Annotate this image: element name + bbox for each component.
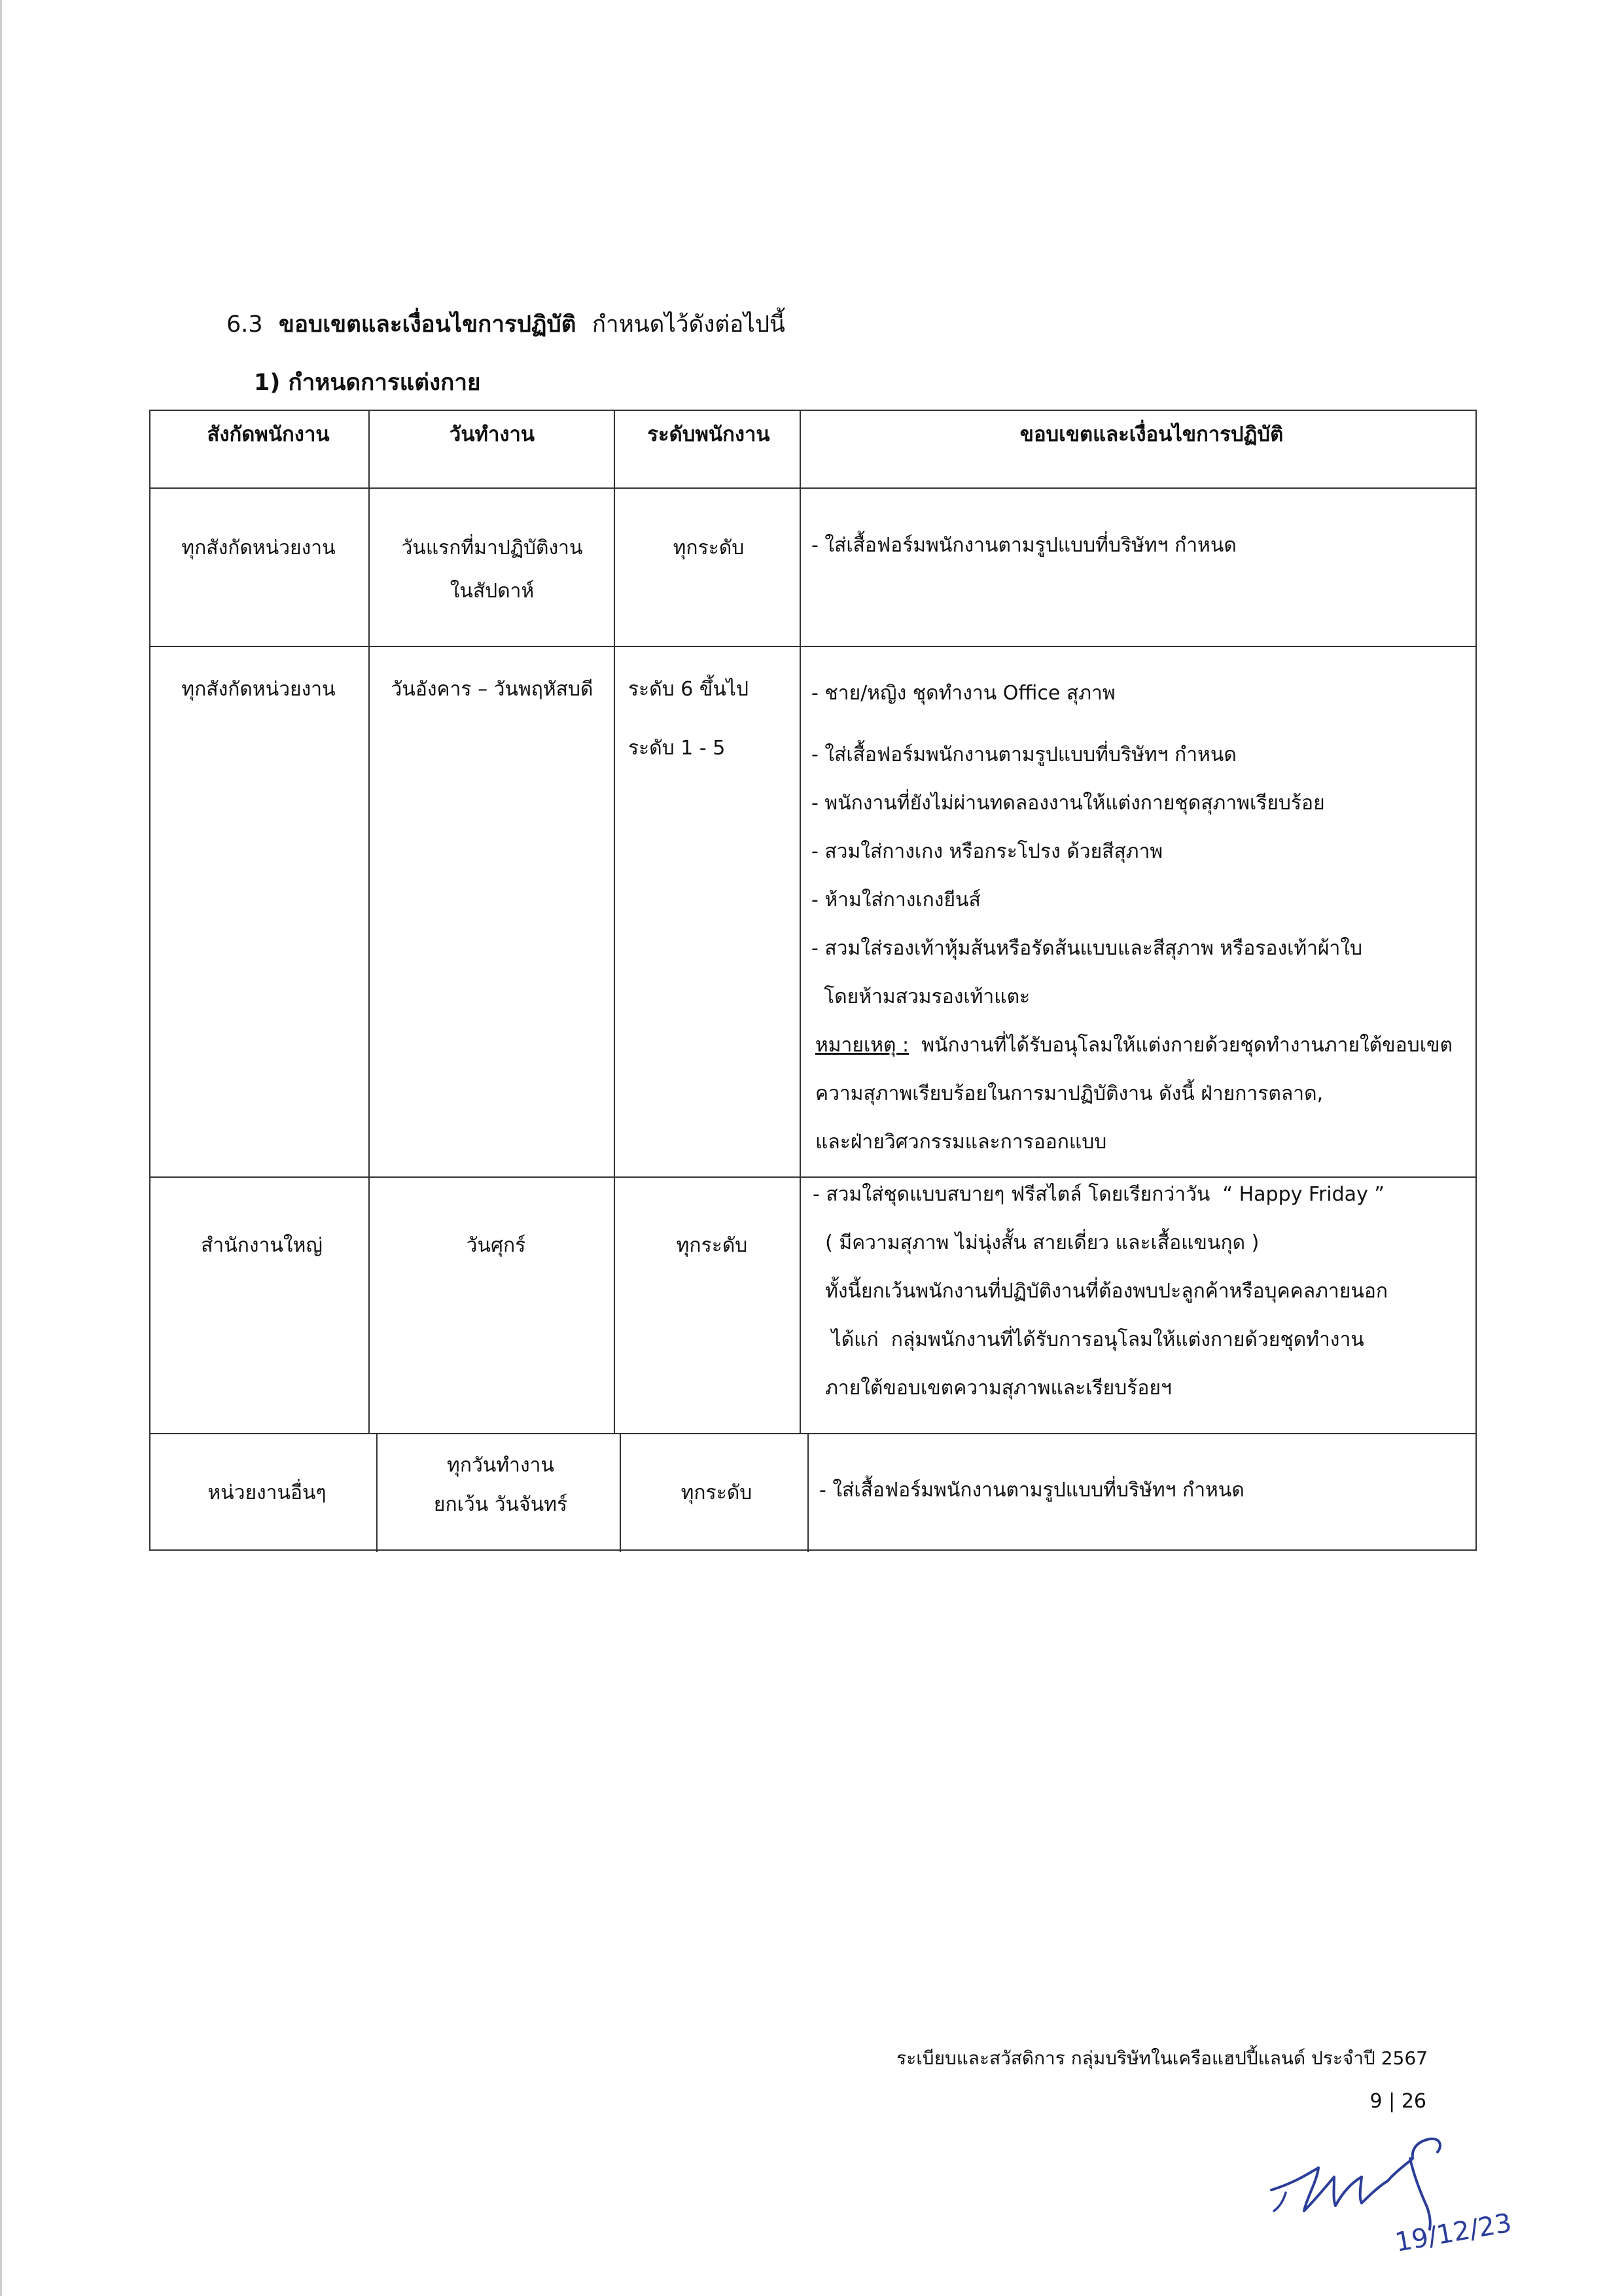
- handwritten-signature: [1266, 2130, 1514, 2261]
- row4-department: หน่วยงานอื่นๆ: [207, 1481, 327, 1504]
- row2-condition: - ห้ามใส่กางเกงยีนส์: [811, 889, 981, 911]
- row4-condition: - ใส่เสื้อฟอร์มพนักงานตามรูปแบบที่บริษัทฯ กำหนด: [819, 1479, 1244, 1502]
- section-heading: [226, 306, 785, 342]
- row-divider: [150, 1433, 1475, 1434]
- signature-date: 19/12/23: [1392, 2208, 1514, 2258]
- row1-department: ทุกสังกัดหน่วยงาน: [181, 537, 336, 559]
- row2-condition: - สวมใส่รองเท้าหุ้มส้นหรือรัดส้นแบบและสีสุภาพ หรือรองเท้าผ้าใบ: [811, 937, 1363, 960]
- row2-workday: วันอังคาร – วันพฤหัสบดี: [391, 678, 593, 701]
- header-conditions: ขอบเขตและเงื่อนไขการปฏิบัติ: [1019, 423, 1284, 446]
- dress-code-table: [149, 410, 1477, 1551]
- row2-department: ทุกสังกัดหน่วยงาน: [181, 678, 336, 701]
- row-divider: [150, 646, 1475, 647]
- row3-level: ทุกระดับ: [676, 1234, 748, 1257]
- column-divider: [376, 1433, 378, 1552]
- row2-note: [815, 1034, 1453, 1057]
- row-divider: [150, 1176, 1475, 1178]
- row4-workday-line1: ทุกวันทำงาน: [447, 1454, 554, 1477]
- column-divider: [800, 411, 801, 1433]
- note-label: หมายเหตุ :: [815, 1034, 909, 1057]
- row-divider: [150, 487, 1475, 489]
- column-divider: [368, 411, 370, 1433]
- header-level: ระดับพนักงาน: [647, 423, 770, 446]
- row3-condition: ได้แก่ กลุ่มพนักงานที่ได้รับการอนุโลมให้แต่งกายด้วยชุดทำงาน: [813, 1328, 1364, 1351]
- row3-department: สำนักงานใหญ่: [201, 1234, 323, 1257]
- row4-level: ทุกระดับ: [680, 1481, 752, 1504]
- note-line: พนักงานที่ได้รับอนุโลมให้แต่งกายด้วยชุดทำงานภายใต้ขอบเขต: [909, 1034, 1453, 1057]
- section-title: ขอบเขตและเงื่อนไขการปฏิบัติ: [279, 311, 576, 338]
- row3-condition: ( มีความสุภาพ ไม่นุ่งสั้น สายเดี่ยว และเสื้อแขนกุด ): [813, 1231, 1260, 1254]
- header-department: สังกัดพนักงาน: [207, 423, 330, 446]
- row3-condition: - สวมใส่ชุดแบบสบายๆ ฟรีสไตล์ โดยเรียกว่าวัน “ Happy Friday ”: [813, 1183, 1385, 1206]
- row2-condition: - ชาย/หญิง ชุดทำงาน Office สุภาพ: [811, 682, 1116, 705]
- row2-condition: - สวมใส่กางเกง หรือกระโปรง ด้วยสีสุภาพ: [811, 840, 1163, 863]
- column-divider: [807, 1433, 809, 1552]
- row1-level: ทุกระดับ: [673, 537, 745, 559]
- header-workday: วันทำงาน: [449, 423, 535, 446]
- row1-condition: - ใส่เสื้อฟอร์มพนักงานตามรูปแบบที่บริษัทฯ กำหนด: [811, 534, 1237, 557]
- row3-condition: ภายใต้ขอบเขตความสุภาพและเรียบร้อยฯ: [813, 1377, 1172, 1400]
- row4-workday-line2: ยกเว้น วันจันทร์: [433, 1493, 568, 1516]
- footer-text: ระเบียบและสวัสดิการ กลุ่มบริษัทในเครือแฮปปี้แลนด์ ประจำปี 2567: [896, 2047, 1428, 2069]
- subsection-heading: 1) กำหนดการแต่งกาย: [254, 370, 481, 396]
- page-number: 9 | 26: [1369, 2090, 1426, 2113]
- section-number: 6.3: [226, 311, 263, 338]
- page-edge-line: [0, 0, 2, 2296]
- row2-level-line2: ระดับ 1 - 5: [628, 737, 726, 760]
- row3-workday: วันศุกร์: [466, 1234, 526, 1257]
- row1-workday-line2: ในสัปดาห์: [450, 580, 535, 603]
- row2-condition: โดยห้ามสวมรองเท้าแตะ: [811, 985, 1031, 1008]
- row2-note-line: และฝ่ายวิศวกรรมและการออกแบบ: [815, 1131, 1107, 1154]
- row2-condition: - พนักงานที่ยังไม่ผ่านทดลองงานให้แต่งกายชุดสุภาพเรียบร้อย: [811, 792, 1325, 815]
- column-divider: [620, 1433, 621, 1552]
- row1-workday-line1: วันแรกที่มาปฏิบัติงาน: [401, 537, 583, 559]
- column-divider: [614, 411, 615, 1433]
- row3-condition: ทั้งนี้ยกเว้นพนักงานที่ปฏิบัติงานที่ต้องพบปะลูกค้าหรือบุคคลภายนอก: [813, 1280, 1388, 1303]
- row2-level-line1: ระดับ 6 ขึ้นไป: [628, 678, 749, 701]
- row2-condition: - ใส่เสื้อฟอร์มพนักงานตามรูปแบบที่บริษัทฯ กำหนด: [811, 743, 1237, 766]
- row2-note-line: ความสุภาพเรียบร้อยในการมาปฏิบัติงาน ดังนี้ ฝ่ายการตลาด,: [815, 1082, 1324, 1105]
- section-subtitle: กำหนดไว้ดังต่อไปนี้: [591, 311, 785, 338]
